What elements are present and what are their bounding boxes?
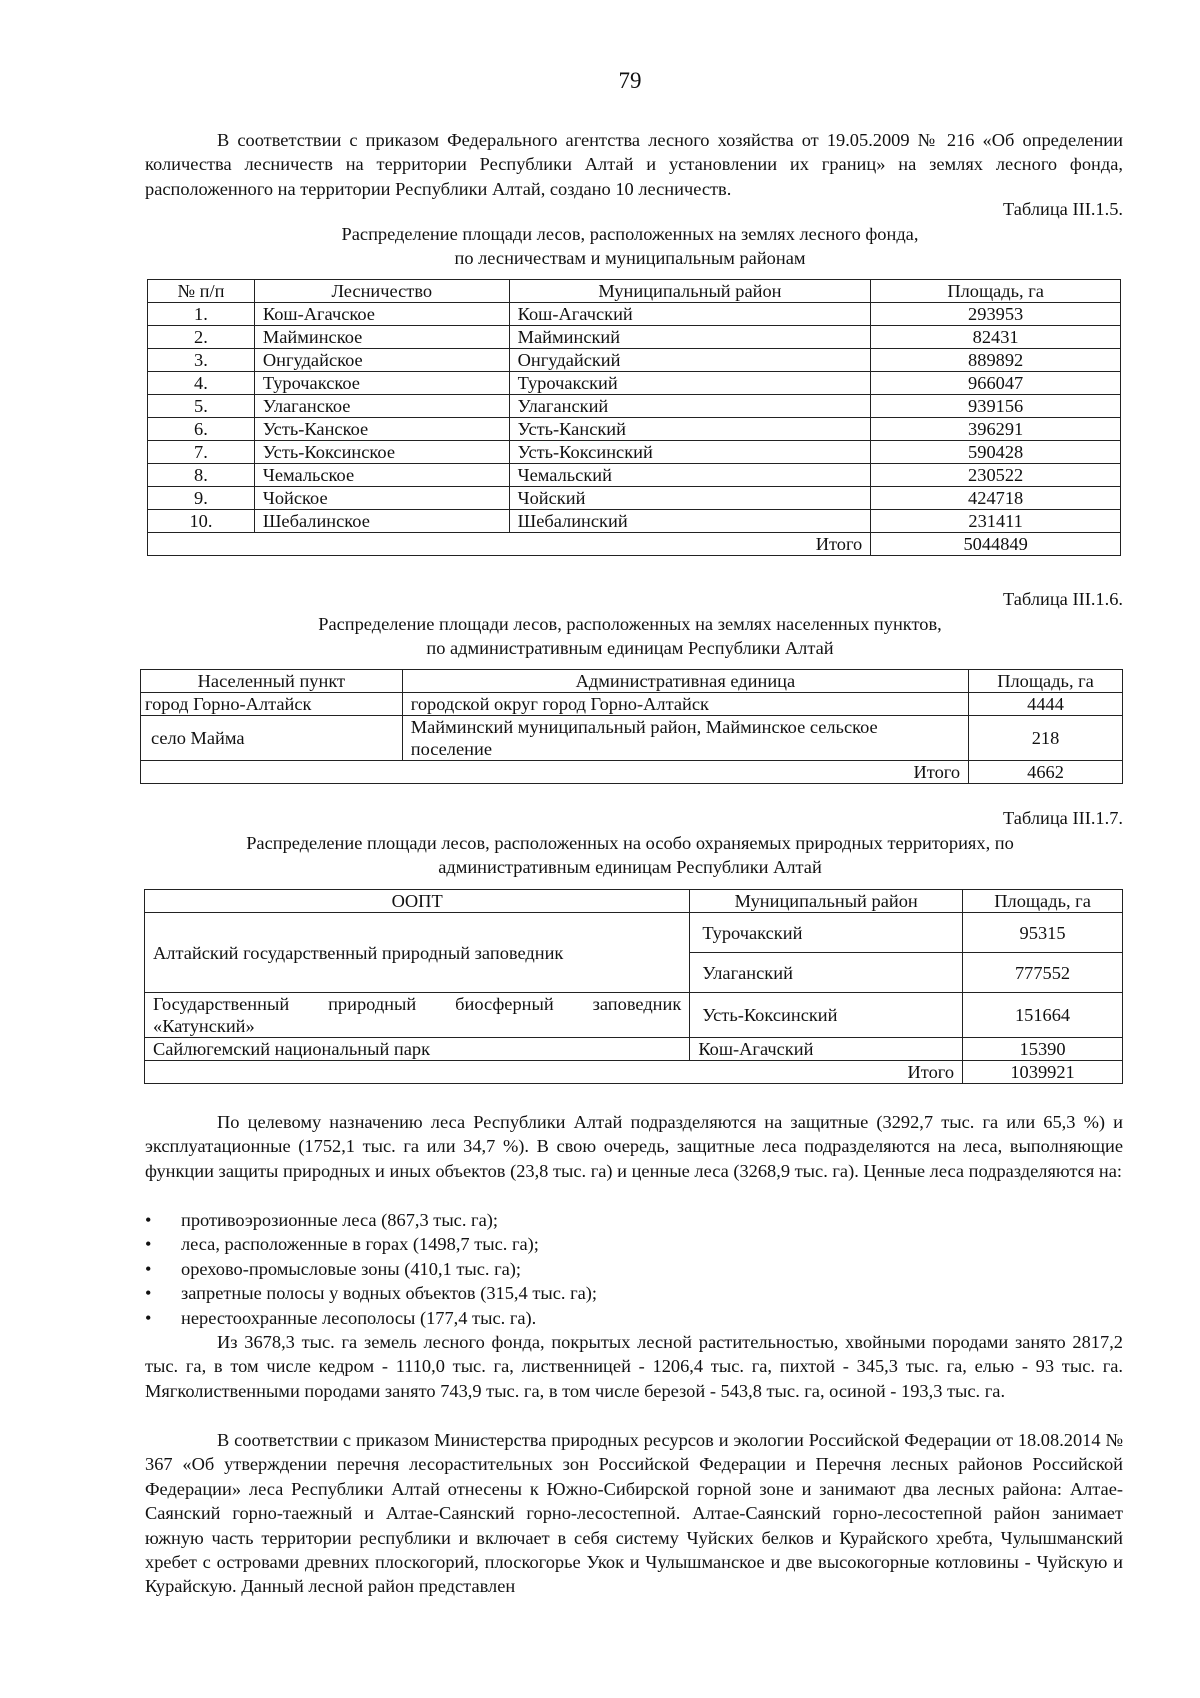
forestry-name: Шебалинское [254, 510, 509, 533]
district-name: Турочакский [509, 372, 871, 395]
paragraph-forest-purpose: По целевому назначению леса Республики Алтай подразделяются на защитные (3292,7 тыс. га или 65,3 %) и эксплуатационные (1752,1 тыс. га или 34,7 %). В свою очередь, защитные леса подразделяются на леса, выполняющие функции защиты природных и иных объектов (23,8 тыс. га) и ценные леса (3268,9 тыс. га). Ценные леса подразделяются на: [145, 1112, 1123, 1181]
valuable-forests-list [145, 1208, 1123, 1330]
protected-area-name: Сайлюгемский национальный парк [145, 1038, 690, 1061]
area-value: 424718 [871, 487, 1121, 510]
table3-protected-areas [144, 889, 1123, 1084]
district-name: Чемальский [509, 464, 871, 487]
table1-forest-fund [147, 279, 1121, 556]
protected-area-name: Алтайский государственный природный заповедник [145, 913, 690, 993]
paragraph-tree-species: Из 3678,3 тыс. га земель лесного фонда, покрытых лесной растительностью, хвойными породами занято 2817,2 тыс. га, в том числе кедром - 1110,0 тыс. га, лиственницей - 1206,4 тыс. га, пихтой - 345,3 тыс. га, елью - 93 тыс. га. Мягколиственными породами занято 743,9 тыс. га, в том числе березой - 543,8 тыс. га, осиной - 193,3 тыс. га. [145, 1332, 1123, 1401]
row-number: 7. [148, 441, 255, 464]
table-total-row [145, 1061, 1123, 1084]
district-name: Кош-Агачский [509, 303, 871, 326]
district-name: Турочакский [690, 913, 963, 953]
header-cell: Лесничество [254, 280, 509, 303]
table-row [148, 464, 1121, 487]
area-value: 939156 [871, 395, 1121, 418]
table-header-row [141, 670, 1123, 693]
header-cell: Административная единица [402, 670, 968, 693]
area-value: 4444 [969, 693, 1123, 716]
paragraph-forest-zones: В соответствии с приказом Министерства природных ресурсов и экологии Российской Федерации от 18.08.2014 № 367 «Об утверждении перечня лесорастительных зон Российской Федерации и Перечня лесных районов Российской Федерации» леса Республики Алтай отнесены к Южно-Сибирской горной зоне и занимают два лесных района: Алтае-Саянский горно-таежный и Алтае-Саянский горно-лесостепной. Алтае-Саянский горно-лесостепной район занимает южную часть территории республики и включает в себя систему Чуйских белков и Курайского хребта, Чулышманский хребет с островами древних плоскогорий, плоскогорье Укок и Чулышманское и две высокогорные котловины - Чуйскую и Курайскую. Данный лесной район представлен [145, 1430, 1123, 1597]
list-item [145, 1208, 1123, 1232]
table-row [148, 441, 1121, 464]
settlement-name: город Горно-Алтайск [141, 693, 403, 716]
header-cell: Площадь, га [963, 890, 1123, 913]
forestry-name: Улаганское [254, 395, 509, 418]
forestry-name: Онгудайское [254, 349, 509, 372]
area-value: 396291 [871, 418, 1121, 441]
area-value: 95315 [963, 913, 1123, 953]
forestry-name: Майминское [254, 326, 509, 349]
table1-caption-line1: Распределение площади лесов, расположенных на землях лесного фонда, [341, 224, 919, 244]
table-row [145, 993, 1123, 1038]
area-value: 777552 [963, 953, 1123, 993]
bullet-icon: • [145, 1258, 152, 1279]
row-number: 5. [148, 395, 255, 418]
table2-settlements [140, 669, 1123, 784]
forestry-name: Кош-Агачское [254, 303, 509, 326]
table2-caption-line2: по административным единицам Республики Алтай [426, 638, 834, 658]
list-item [145, 1232, 1123, 1256]
district-name: Майминский [509, 326, 871, 349]
district-name: Усть-Коксинский [690, 993, 963, 1038]
table-row [148, 510, 1121, 533]
bullet-icon: • [145, 1234, 152, 1255]
page-number: 79 [618, 68, 642, 93]
table-total-row [148, 533, 1121, 556]
list-item-text: орехово-промысловые зоны (410,1 тыс. га); [181, 1258, 522, 1279]
row-number: 1. [148, 303, 255, 326]
area-value: 230522 [871, 464, 1121, 487]
table3-label: Таблица III.1.7. [1002, 808, 1123, 828]
header-cell: ООПТ [145, 890, 690, 913]
table-total-row [141, 761, 1123, 784]
table-header-row [145, 890, 1123, 913]
row-number: 9. [148, 487, 255, 510]
area-value: 15390 [963, 1038, 1123, 1061]
header-cell: Населенный пункт [141, 670, 403, 693]
header-cell: Площадь, га [969, 670, 1123, 693]
forestry-name: Чойское [254, 487, 509, 510]
row-number: 3. [148, 349, 255, 372]
list-item-text: запретные полосы у водных объектов (315,4 тыс. га); [181, 1283, 598, 1304]
district-name: Улаганский [690, 953, 963, 993]
district-name: Кош-Агачский [690, 1038, 963, 1061]
header-cell: Муниципальный район [509, 280, 871, 303]
list-item-text: леса, расположенные в горах (1498,7 тыс. га); [181, 1234, 539, 1255]
total-value: 4662 [969, 761, 1123, 784]
intro-paragraph: В соответствии с приказом Федерального агентства лесного хозяйства от 19.05.2009 № 216 «Об определении количества лесничеств на территории Республики Алтай и установлении их границ» на землях лесного фонда, расположенного на территории Республики Алтай, создано 10 лесничеств. [145, 130, 1123, 199]
forestry-name: Усть-Канское [254, 418, 509, 441]
forestry-name: Турочакское [254, 372, 509, 395]
total-value: 1039921 [963, 1061, 1123, 1084]
protected-area-name: Государственный природный биосферный заповедник «Катунский» [145, 993, 690, 1038]
district-name: Онгудайский [509, 349, 871, 372]
district-name: Улаганский [509, 395, 871, 418]
list-item [145, 1257, 1123, 1281]
area-value: 218 [969, 716, 1123, 761]
table-row [148, 326, 1121, 349]
bullet-icon: • [145, 1210, 152, 1230]
forestry-name: Усть-Коксинское [254, 441, 509, 464]
header-cell: Муниципальный район [690, 890, 963, 913]
table-row [141, 693, 1123, 716]
district-name: Усть-Коксинский [509, 441, 871, 464]
row-number: 2. [148, 326, 255, 349]
settlement-name: село Майма [141, 716, 403, 761]
table-row [145, 1038, 1123, 1061]
table-row [148, 349, 1121, 372]
bullet-icon: • [145, 1283, 152, 1304]
district-name: Шебалинский [509, 510, 871, 533]
header-cell: № п/п [148, 280, 255, 303]
total-value: 5044849 [871, 533, 1121, 556]
table1-caption-line2: по лесничествам и муниципальным районам [454, 248, 806, 268]
table3-caption-line1: Распределение площади лесов, расположенных на особо охраняемых природных территориях, по [246, 833, 1014, 853]
area-value: 889892 [871, 349, 1121, 372]
list-item [145, 1306, 1123, 1330]
row-number: 8. [148, 464, 255, 487]
table2-label: Таблица III.1.6. [1002, 589, 1123, 609]
list-item [145, 1281, 1123, 1305]
area-value: 966047 [871, 372, 1121, 395]
row-number: 6. [148, 418, 255, 441]
area-value: 151664 [963, 993, 1123, 1038]
table-row [141, 716, 1123, 761]
header-cell: Площадь, га [871, 280, 1121, 303]
table-row [148, 395, 1121, 418]
row-number: 10. [148, 510, 255, 533]
table3-caption-line2: административным единицам Республики Алтай [438, 857, 822, 877]
row-number: 4. [148, 372, 255, 395]
total-label: Итого [141, 761, 969, 784]
forestry-name: Чемальское [254, 464, 509, 487]
area-value: 231411 [871, 510, 1121, 533]
total-label: Итого [145, 1061, 963, 1084]
table-row [148, 418, 1121, 441]
table-row [148, 487, 1121, 510]
district-name: Чойский [509, 487, 871, 510]
area-value: 590428 [871, 441, 1121, 464]
district-name: Усть-Канский [509, 418, 871, 441]
list-item-text: противоэрозионные леса (867,3 тыс. га); [181, 1210, 498, 1230]
table1-label: Таблица III.1.5. [1002, 199, 1123, 219]
table-row [148, 372, 1121, 395]
area-value: 82431 [871, 326, 1121, 349]
admin-unit: городской округ город Горно-Алтайск [402, 693, 968, 716]
admin-unit: Майминский муниципальный район, Майминское сельское поселение [402, 716, 968, 761]
table2-caption-line1: Распределение площади лесов, расположенных на землях населенных пунктов, [318, 614, 942, 634]
table-row [148, 303, 1121, 326]
list-item-text: нерестоохранные лесополосы (177,4 тыс. га). [181, 1307, 537, 1328]
area-value: 293953 [871, 303, 1121, 326]
bullet-icon: • [145, 1307, 152, 1328]
table-row [145, 913, 1123, 953]
table-header-row [148, 280, 1121, 303]
total-label: Итого [148, 533, 871, 556]
